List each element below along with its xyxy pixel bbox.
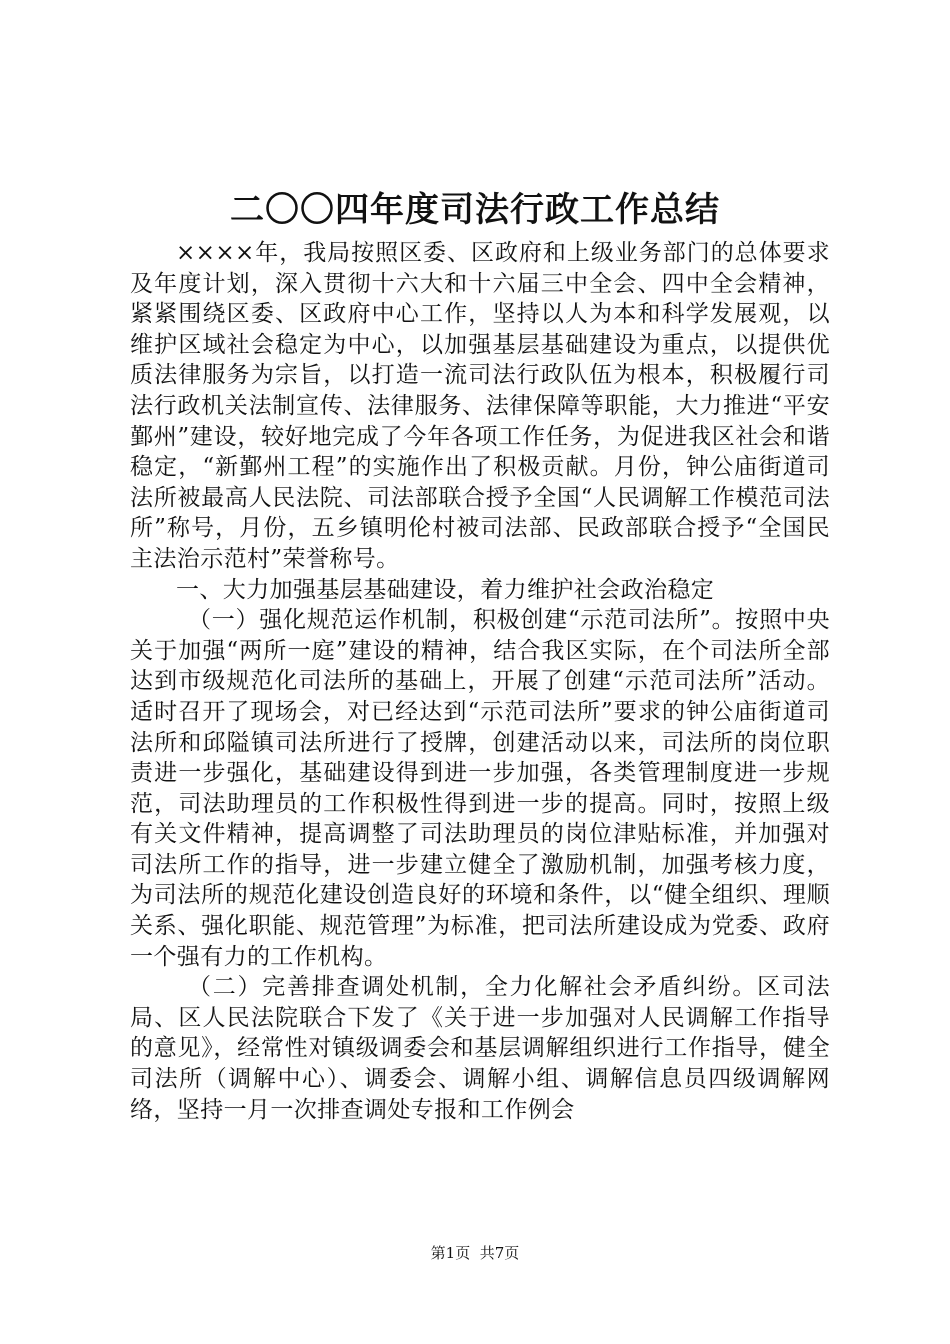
- page-footer: [0, 1243, 950, 1263]
- subsection-paragraph-2: （二）完善排查调处机制，全力化解社会矛盾纠纷。区司法局、区人民法院联合下发了《关于进一步加强对人民调解工作指导的意见》，经常性对镇级调委会和基层调解组织进行工作指导，健全司法所（调解中心）、调委会、调解小组、调解信息员四级调解网络，坚持一月一次排查调处专报和工作例会: [130, 974, 830, 1123]
- document-body: [130, 238, 830, 1125]
- subsection-paragraph-1: （一）强化规范运作机制，积极创建“示范司法所”。按照中央关于加强“两所一庭”建设的精神，结合我区实际，在个司法所全部达到市级规范化司法所的基础上，开展了创建“示范司法所”活动。适时召开了现场会，对已经达到“示范司法所”要求的钟公庙街道司法所和邱隘镇司法所进行了授牌，创建活动以来，司法所的岗位职责进一步强化，基础建设得到进一步加强，各类管理制度进一步规范，司法助理员的工作积极性得到进一步的提高。同时，按照上级有关文件精神，提高调整了司法助理员的岗位津贴标准，并加强对司法所工作的指导，进一步建立健全了激励机制，加强考核力度，为司法所的规范化建设创造良好的环境和条件，以“健全组织、理顺关系、强化职能、规范管理”为标准，把司法所建设成为党委、政府一个强有力的工作机构。: [130, 607, 830, 970]
- intro-paragraph: ××××年，我局按照区委、区政府和上级业务部门的总体要求及年度计划，深入贯彻十六大和十六届三中全会、四中全会精神，紧紧围绕区委、区政府中心工作，坚持以人为本和科学发展观，以维护区域社会稳定为中心，以加强基层基础建设为重点，以提供优质法律服务为宗旨，以打造一流司法行政队伍为根本，积极履行司法行政机关法制宣传、法律服务、法律保障等职能，大力推进“平安鄞州”建设，较好地完成了今年各项工作任务，为促进我区社会和谐稳定，“新鄞州工程”的实施作出了积极贡献。月份，钟公庙街道司法所被最高人民法院、司法部联合授予全国“人民调解工作模范司法所”称号，月份，五乡镇明伦村被司法部、民政部联合授予“全国民主法治示范村”荣誉称号。: [130, 240, 830, 572]
- document-title: 二〇〇四年度司法行政工作总结: [230, 190, 720, 230]
- page-total: 共7页: [479, 1244, 520, 1262]
- section-heading: 一、大力加强基层基础建设，着力维护社会政治稳定: [176, 576, 715, 603]
- page-number: 第1页: [430, 1244, 471, 1262]
